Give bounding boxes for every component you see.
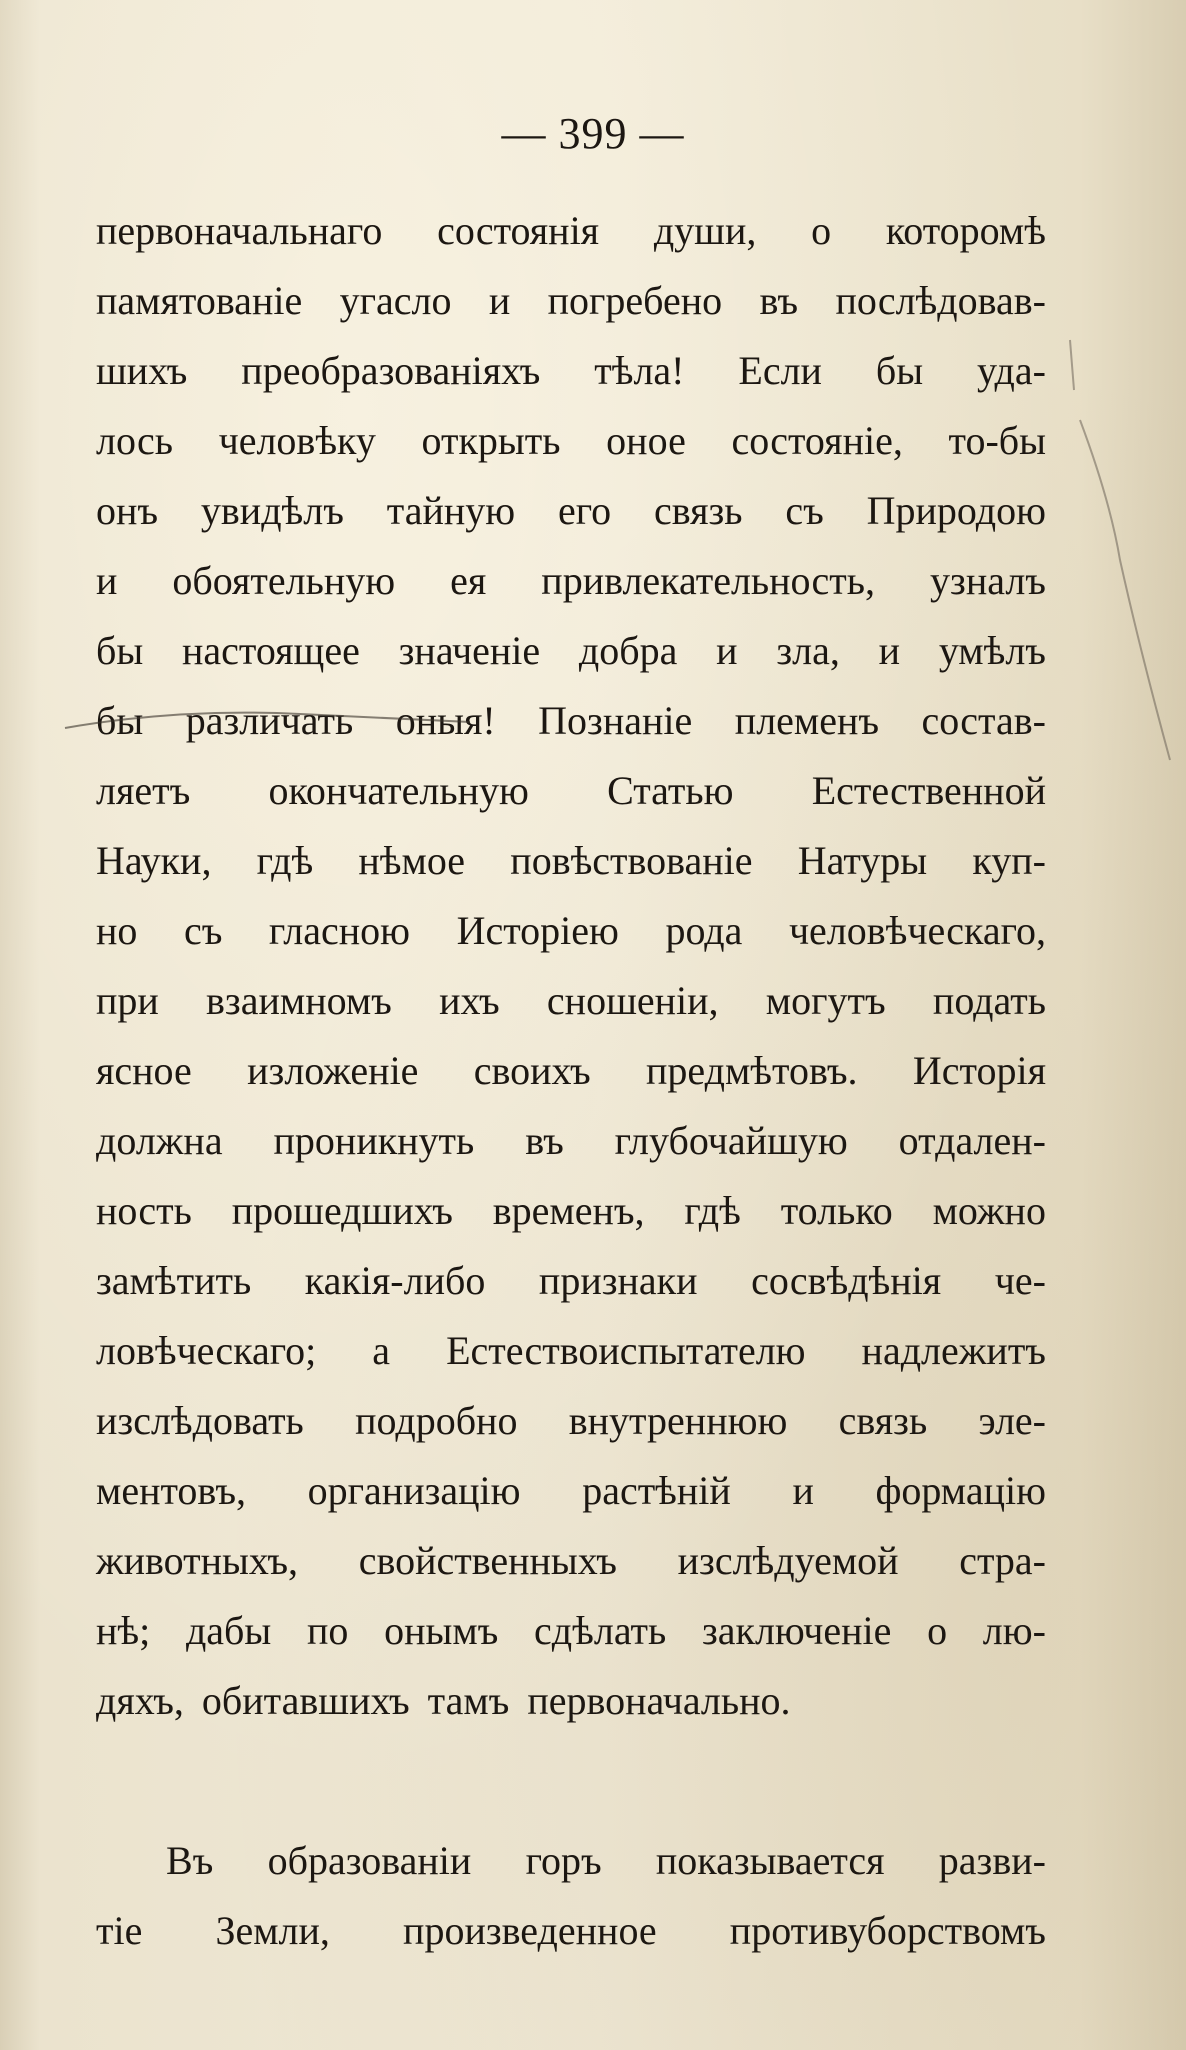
text-line: дяхъ, обитавшихъ тамъ первоначально. [96, 1678, 791, 1723]
text-line: ляетъ окончательную Статью Естественной [96, 768, 1046, 813]
text-line: должна проникнуть въ глубочайшую отдален- [96, 1118, 1046, 1163]
paragraph-2 [96, 1826, 1046, 1966]
text-line: шихъ преобразованіяхъ тѣла! Если бы уда- [96, 348, 1046, 393]
text-line: Науки, гдѣ нѣмое повѣствованіе Натуры куп- [96, 838, 1046, 883]
text-line: тіе Земли, произведенное противуборствомъ [96, 1908, 1046, 1953]
text-line: памятованіе угасло и погребено въ послѣдовав- [96, 278, 1046, 323]
paragraph-1 [96, 196, 1046, 1736]
margin-pencil-mark [1050, 330, 1186, 770]
text-line: бы различать оныя! Познаніе племенъ состав- [96, 698, 1046, 743]
paragraph-gap [96, 1736, 1046, 1826]
text-line: нѣ; дабы по онымъ сдѣлать заключеніе о лю- [96, 1608, 1046, 1653]
text-line: и обоятельную ея привлекательность, узналъ [96, 558, 1046, 603]
page-number: — 399 — [501, 109, 685, 158]
text-line: первоначальнаго состоянія души, о которомѣ [96, 208, 1046, 253]
text-line: животныхъ, свойственныхъ изслѣдуемой стра- [96, 1538, 1046, 1583]
text-line: Въ образованіи горъ показывается разви- [166, 1838, 1046, 1883]
text-line: ность прошедшихъ временъ, гдѣ только можно [96, 1188, 1046, 1233]
text-line: ловѣческаго; а Естествоиспытателю надлежитъ [96, 1328, 1046, 1373]
text-line: изслѣдовать подробно внутреннюю связь эле- [96, 1398, 1046, 1443]
text-line: при взаимномъ ихъ сношеніи, могутъ подать [96, 978, 1046, 1023]
body-text [96, 196, 1046, 1966]
text-line: но съ гласною Исторіею рода человѣческаго, [96, 908, 1046, 953]
text-line: лось человѣку открыть оное состояніе, то-бы [96, 418, 1046, 463]
text-line: ясное изложеніе своихъ предмѣтовъ. Исторія [96, 1048, 1046, 1093]
text-line: бы настоящее значеніе добра и зла, и умѣлъ [96, 628, 1046, 673]
text-line: замѣтить какія-либо признаки сосвѣдѣнія че- [96, 1258, 1046, 1303]
text-line: ментовъ, организацію растѣній и формацію [96, 1468, 1046, 1513]
text-line: онъ увидѣлъ тайную его связь съ Природою [96, 488, 1046, 533]
